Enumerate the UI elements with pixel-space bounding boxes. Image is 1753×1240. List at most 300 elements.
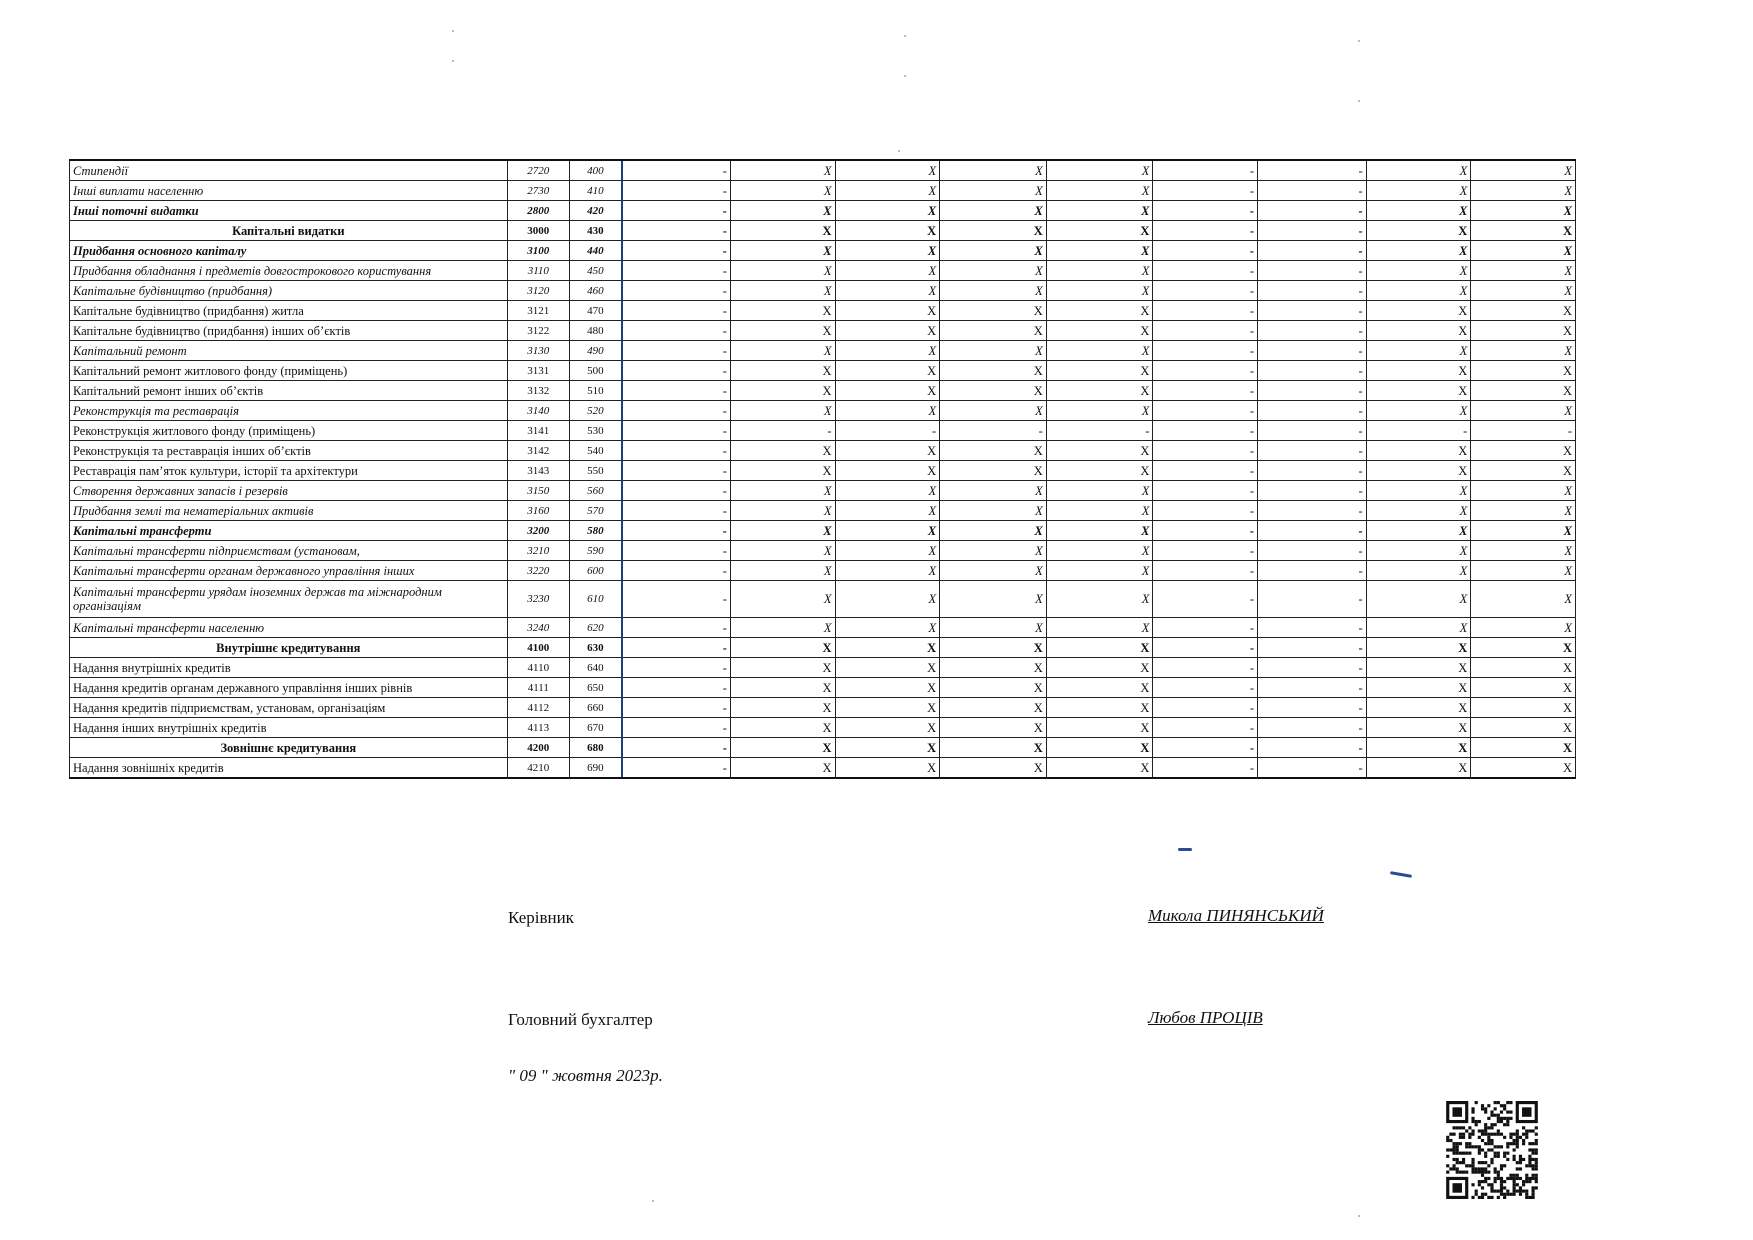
value-cell: X [835, 658, 940, 678]
row-code-cell: 3210 [507, 541, 569, 561]
value-cell: - [622, 698, 731, 718]
value-cell: - [1258, 441, 1367, 461]
value-cell: - [1153, 481, 1258, 501]
value-cell: - [1153, 361, 1258, 381]
value-cell: X [940, 201, 1047, 221]
table-row [70, 581, 1576, 618]
table-row [70, 718, 1576, 738]
value-cell: X [835, 441, 940, 461]
scan-speck [452, 60, 454, 62]
value-cell: X [835, 301, 940, 321]
value-cell: X [1046, 718, 1153, 738]
value-cell: - [1258, 221, 1367, 241]
value-cell: - [1258, 481, 1367, 501]
value-cell: - [622, 401, 731, 421]
value-cell: X [1366, 201, 1471, 221]
value-cell: X [1366, 541, 1471, 561]
value-cell: X [940, 521, 1047, 541]
row-name-cell: Надання кредитів підприємствам, установам, організаціям [70, 698, 508, 718]
value-cell: - [1258, 301, 1367, 321]
table-row [70, 618, 1576, 638]
value-cell: X [730, 618, 835, 638]
value-cell: - [1258, 698, 1367, 718]
row-line-cell: 640 [569, 658, 621, 678]
value-cell: X [835, 321, 940, 341]
pen-mark [1390, 871, 1412, 878]
value-cell: X [1366, 160, 1471, 181]
value-cell: X [1366, 738, 1471, 758]
table-row [70, 241, 1576, 261]
value-cell: X [730, 281, 835, 301]
value-cell: - [1258, 638, 1367, 658]
value-cell: - [622, 501, 731, 521]
value-cell: X [1366, 241, 1471, 261]
value-cell: X [1471, 678, 1576, 698]
value-cell: - [1258, 281, 1367, 301]
row-code-cell: 3000 [507, 221, 569, 241]
value-cell: X [1046, 738, 1153, 758]
value-cell: - [1258, 678, 1367, 698]
value-cell: X [730, 658, 835, 678]
value-cell: - [622, 658, 731, 678]
value-cell: X [730, 501, 835, 521]
row-name-cell: Капітальне будівництво (придбання) [70, 281, 508, 301]
value-cell: X [1471, 758, 1576, 779]
row-line-cell: 470 [569, 301, 621, 321]
value-cell: X [730, 221, 835, 241]
value-cell: X [730, 160, 835, 181]
row-name-cell: Надання кредитів органам державного управління інших рівнів [70, 678, 508, 698]
value-cell: - [1153, 181, 1258, 201]
value-cell: X [835, 698, 940, 718]
value-cell: X [730, 181, 835, 201]
row-line-cell: 580 [569, 521, 621, 541]
value-cell: - [1258, 521, 1367, 541]
value-cell: X [835, 381, 940, 401]
value-cell: - [1153, 341, 1258, 361]
value-cell: X [835, 738, 940, 758]
value-cell: - [1258, 421, 1367, 441]
table-row [70, 561, 1576, 581]
accountant-label: Головний бухгалтер [508, 1010, 653, 1029]
scan-speck [904, 75, 906, 77]
value-cell: X [1366, 618, 1471, 638]
value-cell: X [1046, 221, 1153, 241]
value-cell: X [835, 581, 940, 618]
value-cell: X [730, 738, 835, 758]
value-cell: X [1046, 758, 1153, 779]
row-name-cell: Капітальні трансферти [70, 521, 508, 541]
row-code-cell: 4100 [507, 638, 569, 658]
value-cell: - [622, 421, 731, 441]
value-cell: - [622, 241, 731, 261]
value-cell: X [835, 618, 940, 638]
row-name-cell: Капітальне будівництво (придбання) житла [70, 301, 508, 321]
value-cell: X [940, 501, 1047, 521]
row-code-cell: 3130 [507, 341, 569, 361]
value-cell: - [1153, 618, 1258, 638]
value-cell: - [1258, 461, 1367, 481]
table-row [70, 461, 1576, 481]
value-cell: X [940, 241, 1047, 261]
value-cell: X [1471, 738, 1576, 758]
row-line-cell: 490 [569, 341, 621, 361]
scan-speck [1358, 1215, 1360, 1217]
table-row [70, 421, 1576, 441]
value-cell: X [1471, 618, 1576, 638]
value-cell: - [1153, 521, 1258, 541]
value-cell: X [1471, 160, 1576, 181]
value-cell: X [1046, 441, 1153, 461]
table-row [70, 401, 1576, 421]
value-cell: - [622, 381, 731, 401]
value-cell: X [835, 481, 940, 501]
value-cell: X [1471, 401, 1576, 421]
value-cell: - [1153, 261, 1258, 281]
value-cell: X [1471, 381, 1576, 401]
value-cell: - [1153, 698, 1258, 718]
value-cell: - [622, 718, 731, 738]
value-cell: X [835, 261, 940, 281]
row-name-cell: Придбання обладнання і предметів довгострокового користування [70, 261, 508, 281]
value-cell: - [1153, 638, 1258, 658]
value-cell: - [622, 638, 731, 658]
table-row [70, 381, 1576, 401]
row-line-cell: 540 [569, 441, 621, 461]
value-cell: X [1046, 201, 1153, 221]
head-label: Керівник [508, 908, 574, 927]
value-cell: - [622, 201, 731, 221]
value-cell: X [940, 618, 1047, 638]
value-cell: - [1258, 201, 1367, 221]
row-name-cell: Зовнішнє кредитування [70, 738, 508, 758]
row-code-cell: 3200 [507, 521, 569, 541]
row-line-cell: 560 [569, 481, 621, 501]
table-row [70, 541, 1576, 561]
value-cell: - [622, 441, 731, 461]
value-cell: X [1471, 181, 1576, 201]
row-line-cell: 690 [569, 758, 621, 779]
table-row [70, 698, 1576, 718]
value-cell: X [1366, 461, 1471, 481]
value-cell: - [1258, 160, 1367, 181]
row-code-cell: 4111 [507, 678, 569, 698]
row-line-cell: 680 [569, 738, 621, 758]
row-code-cell: 3121 [507, 301, 569, 321]
value-cell: X [1046, 461, 1153, 481]
value-cell: - [622, 281, 731, 301]
value-cell: X [1471, 561, 1576, 581]
value-cell: X [940, 561, 1047, 581]
table-row [70, 201, 1576, 221]
row-line-cell: 650 [569, 678, 621, 698]
value-cell: X [1046, 181, 1153, 201]
value-cell: - [622, 361, 731, 381]
value-cell: X [1046, 658, 1153, 678]
value-cell: X [1366, 561, 1471, 581]
value-cell: X [835, 678, 940, 698]
value-cell: X [1471, 501, 1576, 521]
value-cell: X [1366, 361, 1471, 381]
value-cell: - [1153, 221, 1258, 241]
value-cell: X [940, 301, 1047, 321]
accountant-name: Любов ПРОЦІВ [1148, 1008, 1263, 1027]
value-cell: X [730, 718, 835, 738]
row-line-cell: 520 [569, 401, 621, 421]
value-cell: X [835, 160, 940, 181]
value-cell: X [730, 461, 835, 481]
value-cell: X [940, 738, 1047, 758]
table-row [70, 221, 1576, 241]
value-cell: - [1153, 281, 1258, 301]
value-cell: X [940, 638, 1047, 658]
value-cell: X [1046, 341, 1153, 361]
row-name-cell: Придбання землі та нематеріальних активів [70, 501, 508, 521]
value-cell: X [835, 361, 940, 381]
value-cell: X [730, 241, 835, 261]
row-name-cell: Внутрішнє кредитування [70, 638, 508, 658]
value-cell: X [940, 160, 1047, 181]
value-cell: - [1153, 738, 1258, 758]
qr-code-icon [1446, 1101, 1538, 1199]
value-cell: - [1153, 401, 1258, 421]
row-code-cell: 3122 [507, 321, 569, 341]
row-line-cell: 480 [569, 321, 621, 341]
value-cell: X [940, 341, 1047, 361]
value-cell: X [730, 541, 835, 561]
value-cell: X [1046, 281, 1153, 301]
row-line-cell: 440 [569, 241, 621, 261]
row-line-cell: 420 [569, 201, 621, 221]
row-line-cell: 600 [569, 561, 621, 581]
table-row [70, 481, 1576, 501]
value-cell: - [1258, 321, 1367, 341]
value-cell: X [730, 401, 835, 421]
row-name-cell: Капітальні трансферти органам державного управління інших [70, 561, 508, 581]
value-cell: X [835, 401, 940, 421]
table-row [70, 321, 1576, 341]
value-cell: X [940, 758, 1047, 779]
row-name-cell: Інші виплати населенню [70, 181, 508, 201]
value-cell: X [835, 718, 940, 738]
value-cell: - [1258, 581, 1367, 618]
row-code-cell: 3131 [507, 361, 569, 381]
row-line-cell: 550 [569, 461, 621, 481]
row-name-cell: Капітальні трансферти урядам іноземних держав та міжнародним організаціям [70, 581, 508, 618]
value-cell: X [1471, 301, 1576, 321]
row-code-cell: 3110 [507, 261, 569, 281]
table-body [70, 160, 1576, 778]
value-cell: X [940, 361, 1047, 381]
row-name-cell: Надання внутрішніх кредитів [70, 658, 508, 678]
table-row [70, 301, 1576, 321]
value-cell: - [1153, 678, 1258, 698]
value-cell: X [1046, 301, 1153, 321]
value-cell: X [940, 658, 1047, 678]
value-cell: X [1366, 678, 1471, 698]
value-cell: X [1046, 561, 1153, 581]
row-code-cell: 4113 [507, 718, 569, 738]
table-row [70, 160, 1576, 181]
value-cell: X [1366, 521, 1471, 541]
value-cell: - [1153, 461, 1258, 481]
row-code-cell: 3150 [507, 481, 569, 501]
value-cell: X [940, 281, 1047, 301]
value-cell: X [1046, 321, 1153, 341]
scan-speck [904, 35, 906, 37]
value-cell: - [1258, 501, 1367, 521]
value-cell: X [1366, 301, 1471, 321]
value-cell: X [730, 321, 835, 341]
value-cell: - [622, 481, 731, 501]
value-cell: X [940, 221, 1047, 241]
value-cell: - [622, 618, 731, 638]
value-cell: X [940, 678, 1047, 698]
value-cell: - [1471, 421, 1576, 441]
value-cell: X [1366, 718, 1471, 738]
value-cell: - [1153, 561, 1258, 581]
value-cell: - [622, 461, 731, 481]
value-cell: - [622, 581, 731, 618]
value-cell: X [1471, 221, 1576, 241]
value-cell: X [835, 201, 940, 221]
value-cell: X [1366, 181, 1471, 201]
row-name-cell: Капітальні трансферти населенню [70, 618, 508, 638]
value-cell: X [1046, 521, 1153, 541]
value-cell: - [1258, 181, 1367, 201]
value-cell: - [730, 421, 835, 441]
value-cell: X [835, 181, 940, 201]
value-cell: - [622, 261, 731, 281]
value-cell: - [1258, 241, 1367, 261]
table-row [70, 638, 1576, 658]
value-cell: - [622, 521, 731, 541]
row-line-cell: 450 [569, 261, 621, 281]
value-cell: X [1471, 658, 1576, 678]
row-line-cell: 620 [569, 618, 621, 638]
row-name-cell: Капітальний ремонт житлового фонду (приміщень) [70, 361, 508, 381]
value-cell: X [940, 181, 1047, 201]
row-name-cell: Капітальне будівництво (придбання) інших об’єктів [70, 321, 508, 341]
value-cell: X [1046, 361, 1153, 381]
value-cell: - [1153, 441, 1258, 461]
value-cell: X [1366, 658, 1471, 678]
value-cell: X [835, 281, 940, 301]
row-line-cell: 660 [569, 698, 621, 718]
row-code-cell: 4110 [507, 658, 569, 678]
value-cell: X [1366, 698, 1471, 718]
scan-speck [1358, 40, 1360, 42]
value-cell: - [1258, 758, 1367, 779]
row-line-cell: 400 [569, 160, 621, 181]
value-cell: X [940, 321, 1047, 341]
value-cell: - [940, 421, 1047, 441]
value-cell: - [622, 678, 731, 698]
value-cell: - [1258, 381, 1367, 401]
value-cell: X [1471, 261, 1576, 281]
value-cell: X [730, 561, 835, 581]
row-line-cell: 410 [569, 181, 621, 201]
table-row [70, 521, 1576, 541]
document-date: " 09 " жовтня 2023р. [508, 1066, 663, 1085]
value-cell: - [622, 758, 731, 779]
value-cell: - [1153, 381, 1258, 401]
table-row [70, 281, 1576, 301]
row-line-cell: 670 [569, 718, 621, 738]
value-cell: - [622, 221, 731, 241]
value-cell: X [835, 341, 940, 361]
value-cell: X [1046, 241, 1153, 261]
value-cell: X [940, 261, 1047, 281]
row-name-cell: Реконструкція та реставрація [70, 401, 508, 421]
value-cell: X [730, 201, 835, 221]
value-cell: X [940, 481, 1047, 501]
value-cell: X [1046, 261, 1153, 281]
value-cell: X [1366, 221, 1471, 241]
value-cell: X [835, 521, 940, 541]
row-name-cell: Капітальні трансферти підприємствам (установам, [70, 541, 508, 561]
value-cell: X [1046, 638, 1153, 658]
value-cell: X [1471, 361, 1576, 381]
value-cell: X [1471, 201, 1576, 221]
table-row [70, 361, 1576, 381]
row-name-cell: Реконструкція житлового фонду (приміщень) [70, 421, 508, 441]
value-cell: X [1366, 758, 1471, 779]
value-cell: - [1153, 541, 1258, 561]
value-cell: X [730, 481, 835, 501]
value-cell: X [730, 678, 835, 698]
row-name-cell: Надання зовнішніх кредитів [70, 758, 508, 779]
value-cell: X [730, 581, 835, 618]
value-cell: - [1258, 261, 1367, 281]
value-cell: X [835, 461, 940, 481]
value-cell: X [730, 341, 835, 361]
value-cell: X [1366, 281, 1471, 301]
value-cell: X [1471, 461, 1576, 481]
value-cell: X [1046, 698, 1153, 718]
value-cell: - [1153, 581, 1258, 618]
value-cell: X [730, 381, 835, 401]
value-cell: - [622, 738, 731, 758]
value-cell: - [1153, 241, 1258, 261]
value-cell: X [1366, 381, 1471, 401]
row-name-cell: Стипендії [70, 160, 508, 181]
value-cell: - [1258, 401, 1367, 421]
value-cell: - [622, 341, 731, 361]
value-cell: X [1471, 521, 1576, 541]
value-cell: X [940, 441, 1047, 461]
row-line-cell: 460 [569, 281, 621, 301]
row-code-cell: 3100 [507, 241, 569, 261]
row-code-cell: 2800 [507, 201, 569, 221]
table-row [70, 261, 1576, 281]
value-cell: X [730, 758, 835, 779]
value-cell: X [1046, 381, 1153, 401]
value-cell: - [835, 421, 940, 441]
value-cell: X [835, 221, 940, 241]
value-cell: X [1471, 541, 1576, 561]
value-cell: X [1471, 698, 1576, 718]
row-code-cell: 4112 [507, 698, 569, 718]
value-cell: X [1366, 341, 1471, 361]
table-row [70, 658, 1576, 678]
row-code-cell: 3160 [507, 501, 569, 521]
value-cell: - [1153, 160, 1258, 181]
value-cell: X [940, 541, 1047, 561]
table-row [70, 738, 1576, 758]
value-cell: - [1153, 758, 1258, 779]
head-name: Микола ПИНЯНСЬКИЙ [1148, 906, 1324, 925]
